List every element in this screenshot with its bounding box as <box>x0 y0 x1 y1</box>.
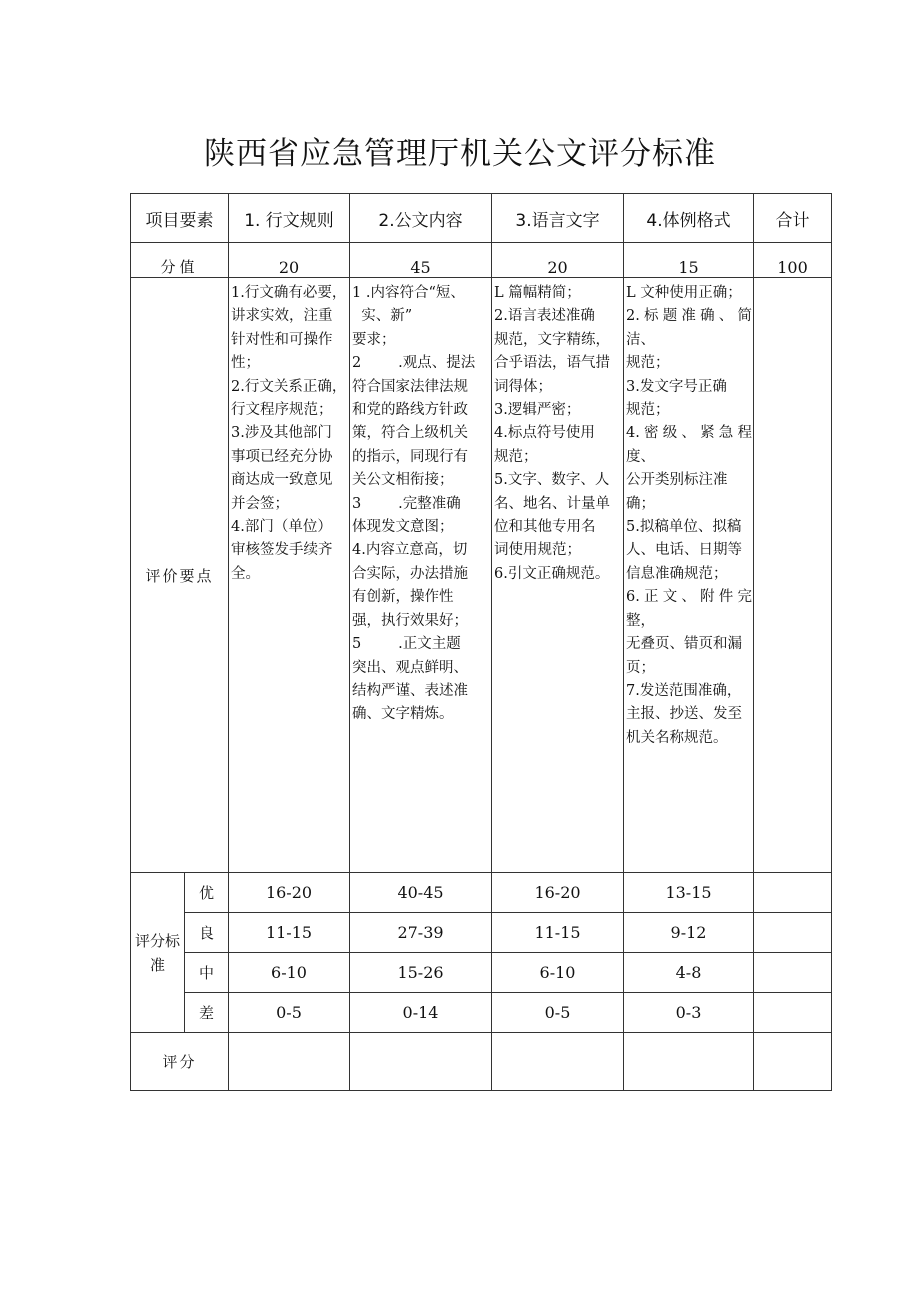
criteria-line: 针对性和可操作 <box>231 331 333 348</box>
criteria-line: 关公文相衔接； <box>352 472 454 489</box>
criteria-line: 2.标题准确、简洁、 <box>626 308 752 348</box>
criteria-line: 3 .完整准确 <box>352 495 461 512</box>
criteria-line: 规范； <box>494 448 538 465</box>
score-col2: 45 <box>350 243 492 278</box>
grade-range-col2: 15-26 <box>350 953 492 993</box>
criteria-line: 主报、抄送、发至 <box>626 706 742 723</box>
points-row <box>131 278 832 873</box>
grade-range-col2: 27-39 <box>350 913 492 953</box>
points-col3 <box>492 278 624 873</box>
grade-row <box>131 993 832 1033</box>
criteria-line: 1.行文确有必要， <box>231 285 347 301</box>
criteria-line: 突出、观点鲜明、 <box>352 659 468 676</box>
criteria-line: 体现发文意图； <box>352 519 454 536</box>
final-score-col1[interactable] <box>229 1033 350 1091</box>
criteria-line: 强，执行效果好； <box>352 612 468 629</box>
criteria-line: 6.正文、附件完整， <box>626 589 752 629</box>
criteria-line: 行文程序规范； <box>231 402 333 419</box>
points-col2 <box>350 278 492 873</box>
header-total: 合计 <box>754 194 832 243</box>
score-col3: 20 <box>492 243 624 278</box>
criteria-line: 符合国家法律法规 <box>352 378 468 395</box>
criteria-line: 3.涉及其他部门 <box>231 425 332 442</box>
criteria-line: 性； <box>231 355 260 372</box>
grade-range-col1: 0-5 <box>229 993 350 1033</box>
criteria-line: 人、电话、日期等 <box>626 542 742 559</box>
grade-level: 差 <box>185 993 229 1033</box>
criteria-line: 合乎语法，语气措 <box>494 355 610 372</box>
criteria-line: 5.拟稿单位、拟稿 <box>626 519 742 536</box>
criteria-line: 4.内容立意高，切 <box>352 542 468 559</box>
grade-total-cell <box>754 953 832 993</box>
score-col4: 15 <box>624 243 754 278</box>
grade-range-col4: 0-3 <box>624 993 754 1033</box>
grade-level: 中 <box>185 953 229 993</box>
grade-range-col3: 11-15 <box>492 913 624 953</box>
criteria-line: 1 .内容符合“短、 <box>352 285 465 301</box>
criteria-line: 确； <box>626 495 655 512</box>
criteria-line: 机关名称规范。 <box>626 729 728 746</box>
grade-row <box>131 913 832 953</box>
grade-range-col3: 0-5 <box>492 993 624 1033</box>
points-total <box>754 278 832 873</box>
criteria-line: 5 .正文主题 <box>352 636 461 653</box>
final-score-col2[interactable] <box>350 1033 492 1091</box>
criteria-line: 7.发送范围准确， <box>626 682 742 699</box>
criteria-line: 讲求实效，注重 <box>231 308 333 325</box>
points-label: 评价要点 <box>131 278 229 873</box>
header-col2: 2.公文内容 <box>350 194 492 243</box>
grade-level: 良 <box>185 913 229 953</box>
header-col4: 4.体例格式 <box>624 194 754 243</box>
criteria-line: 策，符合上级机关 <box>352 425 468 442</box>
criteria-line: 商达成一致意见 <box>231 472 333 489</box>
criteria-line: 6.引文正确规范。 <box>494 565 610 582</box>
grade-range-col1: 16-20 <box>229 873 350 913</box>
final-score-total[interactable] <box>754 1033 832 1091</box>
criteria-line: L 篇幅精简； <box>494 285 581 301</box>
grade-total-cell <box>754 993 832 1033</box>
grade-range-col2: 40-45 <box>350 873 492 913</box>
criteria-line: 2.语言表述准确 <box>494 308 595 325</box>
grade-total-cell <box>754 873 832 913</box>
score-label: 分值 <box>131 243 229 278</box>
criteria-line: 确、文字精炼。 <box>352 706 454 723</box>
header-col3: 3.语言文字 <box>492 194 624 243</box>
criteria-line: 事项已经充分协 <box>231 448 333 465</box>
score-col1: 20 <box>229 243 350 278</box>
grade-range-col3: 6-10 <box>492 953 624 993</box>
grade-range-col4: 4-8 <box>624 953 754 993</box>
criteria-line: 3.发文字号正确 <box>626 378 727 395</box>
criteria-line: 和党的路线方针政 <box>352 402 468 419</box>
criteria-line: 全。 <box>231 565 260 582</box>
grade-range-col1: 6-10 <box>229 953 350 993</box>
score-row <box>131 243 832 278</box>
grade-range-col4: 13-15 <box>624 873 754 913</box>
grade-range-col4: 9-12 <box>624 913 754 953</box>
criteria-line: 2 .观点、提法 <box>352 355 476 372</box>
criteria-line: 名、地名、计量单 <box>494 495 610 512</box>
grade-row <box>131 873 832 913</box>
criteria-line: 合实际，办法措施 <box>352 565 468 582</box>
points-col1 <box>229 278 350 873</box>
score-total: 100 <box>754 243 832 278</box>
criteria-line: 信息准确规范； <box>626 565 728 582</box>
criteria-line: 3.逻辑严密； <box>494 402 581 419</box>
criteria-line: 规范； <box>626 402 670 419</box>
criteria-line: 5.文字、数字、人 <box>494 472 610 489</box>
criteria-line: 审核签发手续齐 <box>231 542 333 559</box>
points-col4 <box>624 278 754 873</box>
criteria-line: 并会签； <box>231 495 289 512</box>
criteria-line: 公开类别标注准 <box>626 472 728 489</box>
grade-level: 优 <box>185 873 229 913</box>
grade-range-col2: 0-14 <box>350 993 492 1033</box>
criteria-line: L 文种使用正确； <box>626 285 742 301</box>
final-score-col4[interactable] <box>624 1033 754 1091</box>
final-score-col3[interactable] <box>492 1033 624 1091</box>
criteria-line: 规范，文字精练， <box>494 331 610 348</box>
criteria-line: 词得体； <box>494 378 552 395</box>
final-score-label: 评分 <box>131 1033 229 1091</box>
grade-range-col1: 11-15 <box>229 913 350 953</box>
criteria-line: 有创新，操作性 <box>352 589 454 606</box>
criteria-line: 2.行文关系正确， <box>231 378 347 395</box>
page-title: 陕西省应急管理厅机关公文评分标准 <box>204 136 716 172</box>
header-item: 项目要素 <box>131 194 229 243</box>
grade-row <box>131 953 832 993</box>
criteria-line: 规范； <box>626 355 670 372</box>
scoring-table <box>130 193 832 1091</box>
criteria-line: 的指示，同现行有 <box>352 448 468 465</box>
criteria-line: 4.标点符号使用 <box>494 425 595 442</box>
grading-label: 评分标准 <box>131 873 185 1033</box>
header-row <box>131 194 832 243</box>
criteria-line: 词使用规范； <box>494 542 581 559</box>
header-col1: 1. 行文规则 <box>229 194 350 243</box>
criteria-line: 4.部门（单位） <box>231 519 332 536</box>
grade-range-col3: 16-20 <box>492 873 624 913</box>
grade-total-cell <box>754 913 832 953</box>
criteria-line: 4.密级、紧急程度、 <box>626 425 752 465</box>
criteria-line: 要求； <box>352 331 396 348</box>
final-score-row <box>131 1033 832 1091</box>
criteria-line: 实、新” <box>352 308 413 325</box>
criteria-line: 结构严谨、表述准 <box>352 682 468 699</box>
criteria-line: 无叠页、错页和漏 <box>626 636 742 653</box>
criteria-line: 页； <box>626 659 655 676</box>
criteria-line: 位和其他专用名 <box>494 519 596 536</box>
